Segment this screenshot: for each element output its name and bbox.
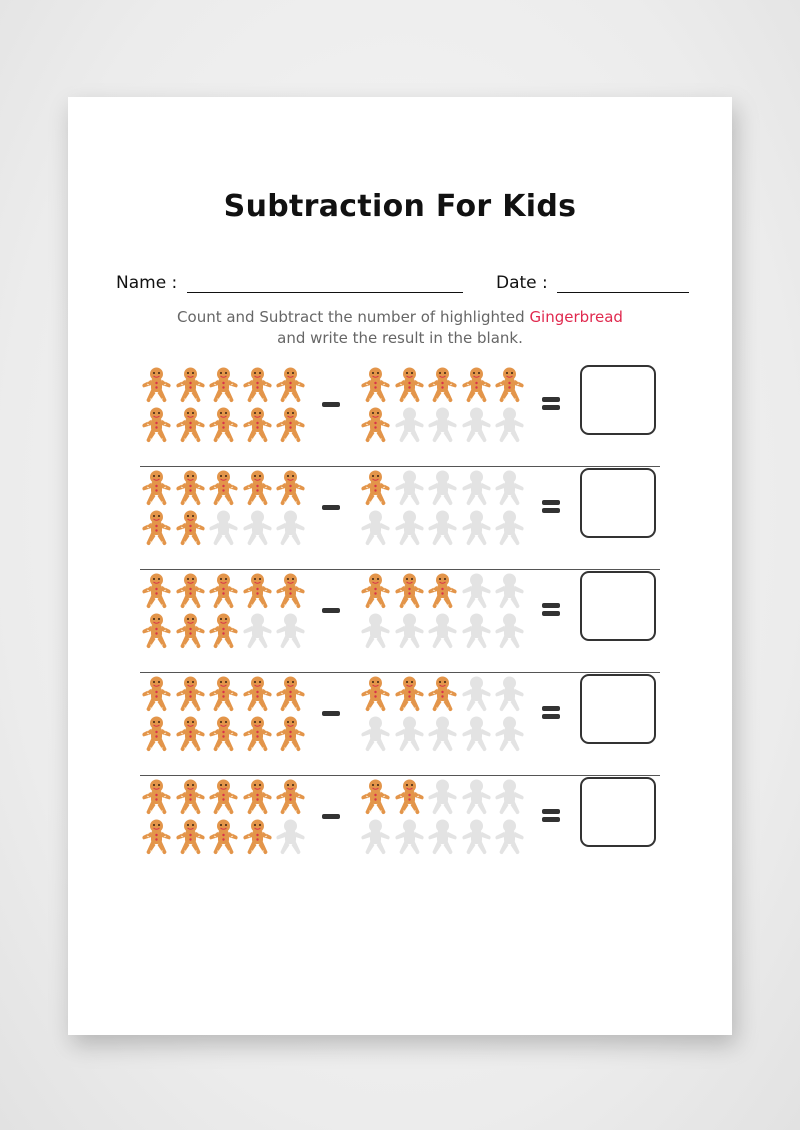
minus-sign	[322, 402, 340, 407]
gingerbread-icon	[207, 674, 240, 714]
gingerbread-faded-icon	[359, 508, 392, 548]
gingerbread-icon	[393, 571, 426, 611]
gingerbread-faded-icon	[426, 714, 459, 754]
gingerbread-icon	[241, 777, 274, 817]
gingerbread-icon	[140, 468, 173, 508]
instruction-highlight: Gingerbread	[529, 308, 623, 326]
gingerbread-faded-icon	[393, 714, 426, 754]
gingerbread-faded-icon	[493, 508, 526, 548]
date-field[interactable]	[496, 273, 689, 293]
name-field[interactable]	[116, 273, 463, 293]
equals-sign	[542, 809, 560, 822]
problem-row	[140, 777, 660, 879]
name-blank-line[interactable]	[187, 276, 463, 293]
gingerbread-icon	[393, 674, 426, 714]
gingerbread-icon	[493, 365, 526, 405]
gingerbread-faded-icon	[426, 777, 459, 817]
gingerbread-icon	[359, 674, 392, 714]
gingerbread-faded-icon	[460, 674, 493, 714]
gingerbread-faded-icon	[393, 508, 426, 548]
gingerbread-faded-icon	[426, 611, 459, 651]
gingerbread-icon	[359, 405, 392, 445]
gingerbread-faded-icon	[460, 777, 493, 817]
gingerbread-icon	[140, 674, 173, 714]
date-blank-line[interactable]	[557, 276, 689, 293]
answer-box[interactable]	[580, 777, 656, 847]
gingerbread-faded-icon	[493, 611, 526, 651]
problem-row	[140, 365, 660, 467]
gingerbread-faded-icon	[241, 508, 274, 548]
gingerbread-icon	[426, 365, 459, 405]
gingerbread-icon	[359, 365, 392, 405]
gingerbread-faded-icon	[359, 714, 392, 754]
gingerbread-icon	[174, 468, 207, 508]
gingerbread-faded-icon	[393, 817, 426, 857]
gingerbread-faded-icon	[274, 611, 307, 651]
gingerbread-icon	[241, 571, 274, 611]
answer-box[interactable]	[580, 571, 656, 641]
gingerbread-icon	[207, 611, 240, 651]
gingerbread-icon	[207, 365, 240, 405]
right-gingerbread-group	[359, 468, 529, 550]
instructions	[68, 307, 732, 349]
gingerbread-icon	[274, 365, 307, 405]
answer-box[interactable]	[580, 468, 656, 538]
gingerbread-icon	[460, 365, 493, 405]
gingerbread-faded-icon	[493, 468, 526, 508]
gingerbread-icon	[393, 777, 426, 817]
equals-sign	[542, 603, 560, 616]
right-gingerbread-group	[359, 674, 529, 756]
gingerbread-faded-icon	[393, 468, 426, 508]
gingerbread-faded-icon	[493, 714, 526, 754]
gingerbread-faded-icon	[359, 817, 392, 857]
minus-sign	[322, 711, 340, 716]
gingerbread-faded-icon	[493, 817, 526, 857]
left-gingerbread-group	[140, 674, 310, 756]
instruction-line-2: and write the result in the blank.	[277, 329, 523, 347]
row-divider	[140, 466, 660, 467]
gingerbread-icon	[207, 468, 240, 508]
page-title: Subtraction For Kids	[223, 189, 577, 224]
answer-box[interactable]	[580, 365, 656, 435]
left-gingerbread-group	[140, 365, 310, 447]
gingerbread-icon	[274, 714, 307, 754]
right-gingerbread-group	[359, 571, 529, 653]
gingerbread-icon	[426, 674, 459, 714]
gingerbread-icon	[207, 714, 240, 754]
gingerbread-icon	[174, 611, 207, 651]
gingerbread-icon	[207, 571, 240, 611]
gingerbread-icon	[140, 508, 173, 548]
gingerbread-icon	[140, 714, 173, 754]
gingerbread-icon	[393, 365, 426, 405]
gingerbread-icon	[140, 365, 173, 405]
gingerbread-faded-icon	[460, 468, 493, 508]
gingerbread-icon	[274, 777, 307, 817]
left-gingerbread-group	[140, 777, 310, 859]
gingerbread-faded-icon	[426, 508, 459, 548]
equals-sign	[542, 397, 560, 410]
gingerbread-faded-icon	[241, 611, 274, 651]
gingerbread-faded-icon	[493, 405, 526, 445]
gingerbread-faded-icon	[274, 508, 307, 548]
instruction-text: Count and Subtract the number of highlighted	[177, 308, 530, 326]
name-label: Name :	[116, 273, 178, 293]
gingerbread-faded-icon	[460, 571, 493, 611]
gingerbread-faded-icon	[359, 611, 392, 651]
gingerbread-icon	[174, 714, 207, 754]
gingerbread-icon	[274, 571, 307, 611]
gingerbread-icon	[241, 365, 274, 405]
gingerbread-icon	[174, 777, 207, 817]
problem-row	[140, 674, 660, 776]
gingerbread-faded-icon	[460, 405, 493, 445]
row-divider	[140, 672, 660, 673]
gingerbread-icon	[140, 777, 173, 817]
gingerbread-faded-icon	[460, 817, 493, 857]
gingerbread-faded-icon	[460, 611, 493, 651]
date-label: Date :	[496, 273, 548, 293]
gingerbread-icon	[359, 777, 392, 817]
gingerbread-icon	[241, 674, 274, 714]
minus-sign	[322, 608, 340, 613]
gingerbread-icon	[359, 468, 392, 508]
gingerbread-icon	[241, 405, 274, 445]
row-divider	[140, 569, 660, 570]
gingerbread-faded-icon	[493, 777, 526, 817]
gingerbread-icon	[174, 508, 207, 548]
minus-sign	[322, 505, 340, 510]
gingerbread-icon	[140, 405, 173, 445]
gingerbread-icon	[274, 674, 307, 714]
worksheet-page	[68, 97, 732, 1035]
gingerbread-icon	[207, 817, 240, 857]
equals-sign	[542, 500, 560, 513]
gingerbread-icon	[241, 817, 274, 857]
gingerbread-faded-icon	[426, 405, 459, 445]
gingerbread-icon	[274, 405, 307, 445]
gingerbread-faded-icon	[274, 817, 307, 857]
gingerbread-faded-icon	[493, 571, 526, 611]
gingerbread-icon	[140, 817, 173, 857]
gingerbread-icon	[174, 405, 207, 445]
gingerbread-icon	[241, 468, 274, 508]
right-gingerbread-group	[359, 777, 529, 859]
gingerbread-icon	[207, 777, 240, 817]
gingerbread-icon	[241, 714, 274, 754]
gingerbread-faded-icon	[207, 508, 240, 548]
problem-row	[140, 468, 660, 570]
gingerbread-icon	[274, 468, 307, 508]
gingerbread-icon	[174, 571, 207, 611]
equals-sign	[542, 706, 560, 719]
gingerbread-icon	[174, 674, 207, 714]
gingerbread-icon	[140, 571, 173, 611]
left-gingerbread-group	[140, 468, 310, 550]
gingerbread-faded-icon	[460, 508, 493, 548]
minus-sign	[322, 814, 340, 819]
gingerbread-faded-icon	[426, 468, 459, 508]
gingerbread-faded-icon	[460, 714, 493, 754]
gingerbread-icon	[359, 571, 392, 611]
problem-row	[140, 571, 660, 673]
gingerbread-icon	[140, 611, 173, 651]
gingerbread-faded-icon	[493, 674, 526, 714]
gingerbread-icon	[174, 817, 207, 857]
row-divider	[140, 775, 660, 776]
right-gingerbread-group	[359, 365, 529, 447]
left-gingerbread-group	[140, 571, 310, 653]
gingerbread-faded-icon	[426, 817, 459, 857]
gingerbread-icon	[426, 571, 459, 611]
gingerbread-icon	[174, 365, 207, 405]
gingerbread-faded-icon	[393, 405, 426, 445]
gingerbread-icon	[207, 405, 240, 445]
answer-box[interactable]	[580, 674, 656, 744]
gingerbread-faded-icon	[393, 611, 426, 651]
